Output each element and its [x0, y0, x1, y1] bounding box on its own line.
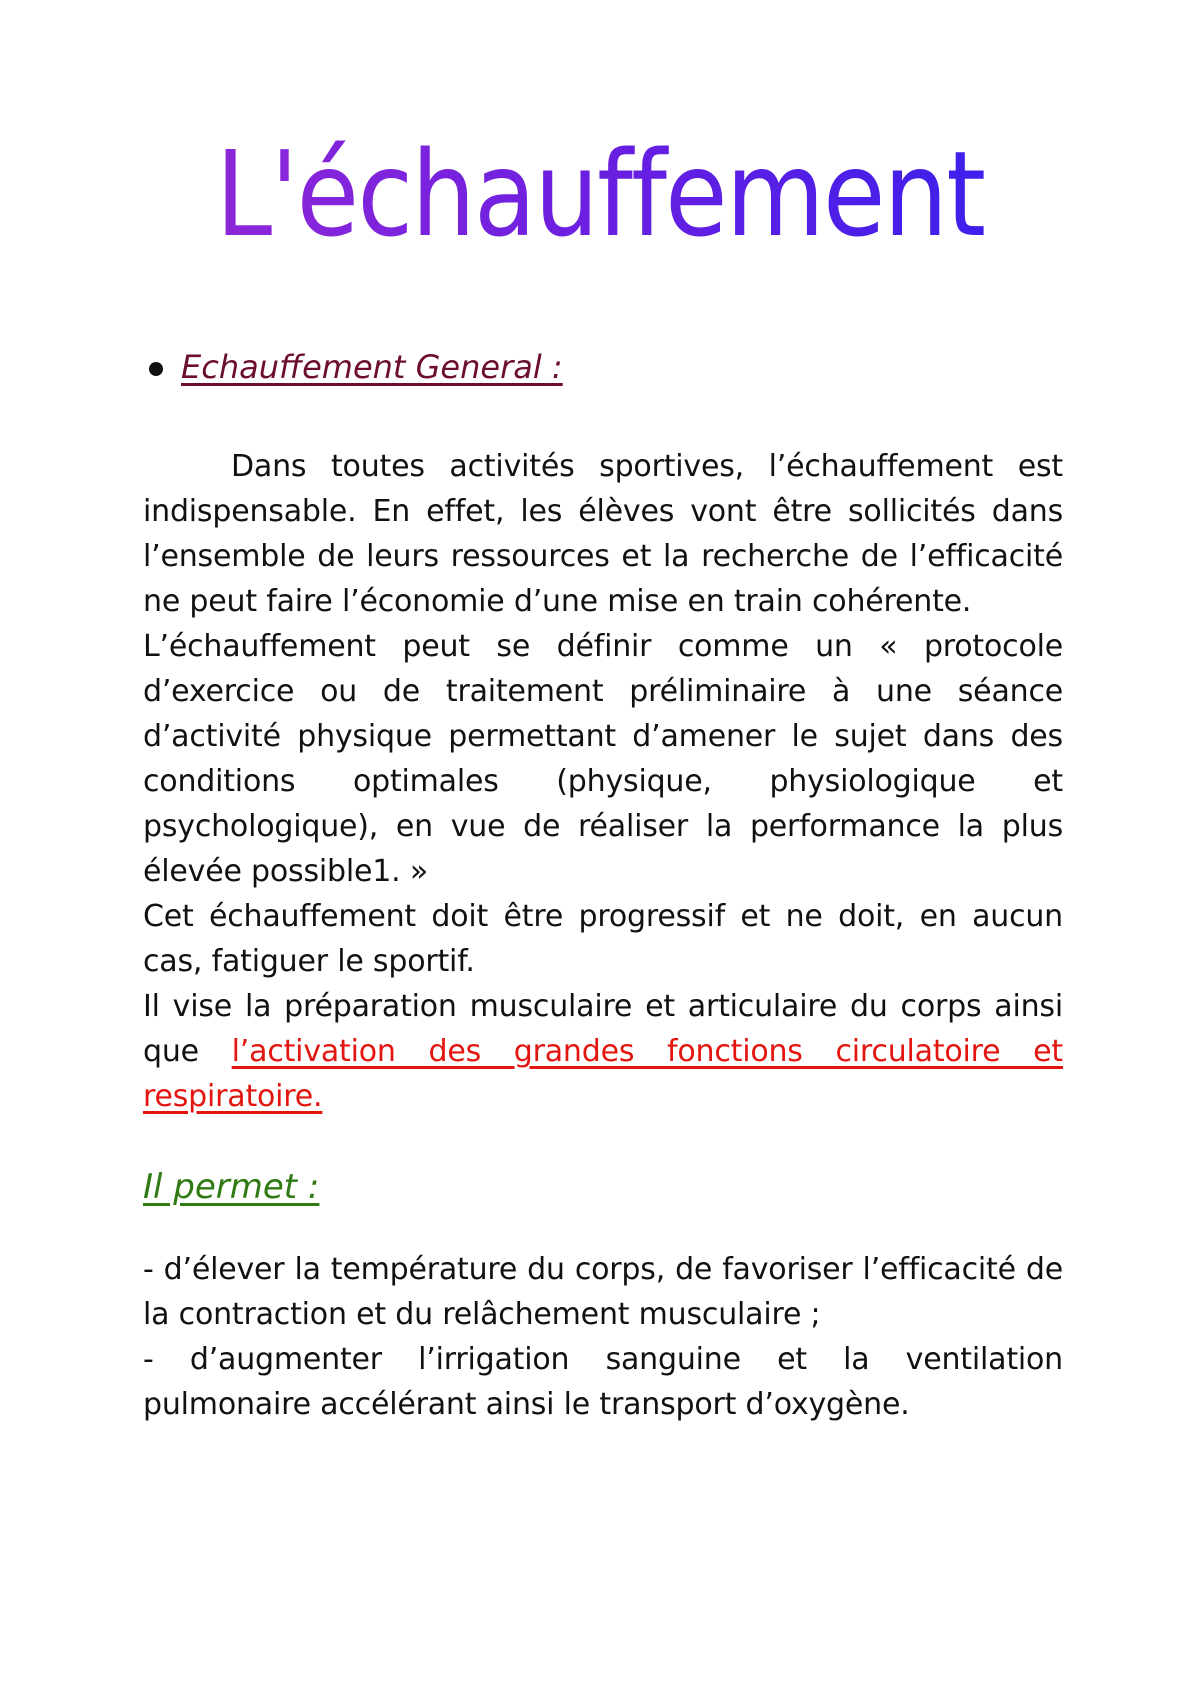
- section1-heading: Echauffement General :: [181, 348, 563, 386]
- paragraph-4: [143, 984, 1063, 1119]
- paragraph-3: Cet échauffement doit être progressif et ne doit, en aucun cas, fatiguer le sportif.: [143, 899, 1063, 979]
- paragraph-4-text: Il vise la préparation musculaire et articulaire du corps ainsi que: [143, 989, 1063, 1069]
- section2-heading: Il permet :: [143, 1167, 320, 1207]
- paragraph-2: L’échauffement peut se définir comme un « protocole d’exercice ou de traitement préliminaire à une séance d’activité physique permettant d’amener le sujet dans des conditions optimales (physique, physiologique et psychologique), en vue de réaliser la performance la plus élevée possible1. »: [143, 629, 1063, 889]
- list-item: - d’élever la température du corps, de favoriser l’efficacité de la contraction et du relâchement musculaire ;: [143, 1252, 1063, 1332]
- document-body: [143, 348, 1063, 1427]
- paragraph-1: Dans toutes activités sportives, l’échauffement est indispensable. En effet, les élèves vont être sollicités dans l’ensemble de leurs ressources et la recherche de l’efficacité ne peut faire l’économie d’une mise en train cohérente.: [143, 449, 1063, 619]
- section1-heading-row: [143, 348, 1063, 392]
- list-item: - d’augmenter l’irrigation sanguine et la ventilation pulmonaire accélérant ainsi le transport d’oxygène.: [143, 1342, 1063, 1422]
- page-title: L'échauffement: [84, 130, 1116, 260]
- highlighted-text: l’activation des grandes fonctions circulatoire et respiratoire.: [143, 1034, 1063, 1114]
- bullet-icon: [149, 362, 163, 376]
